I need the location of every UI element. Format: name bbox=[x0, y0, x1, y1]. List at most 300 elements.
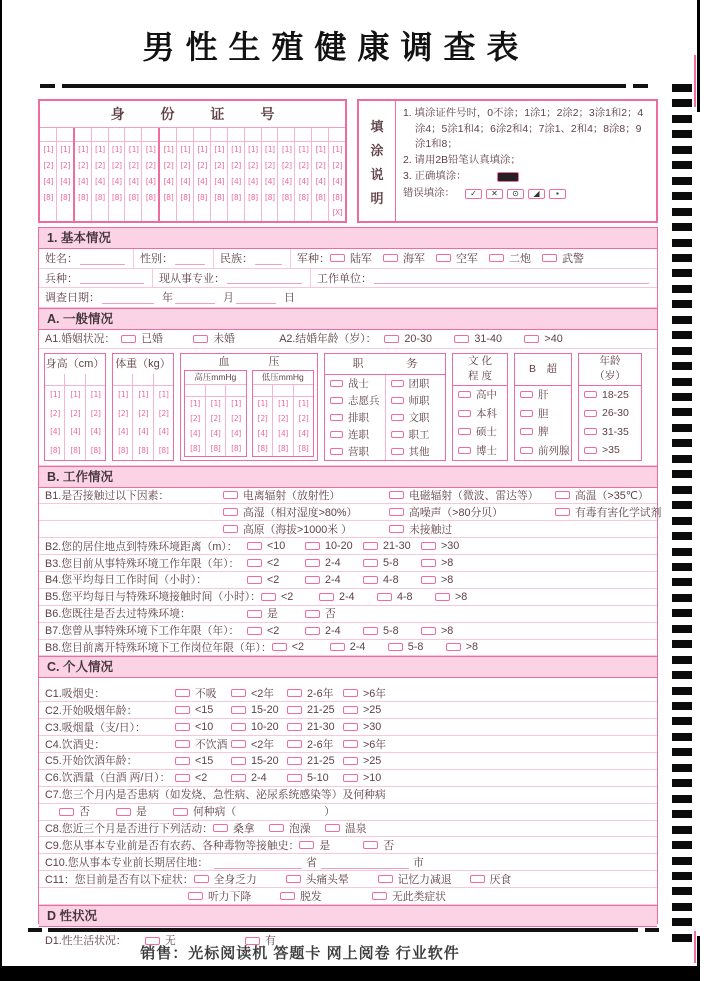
digit-bubble[interactable]: [1] bbox=[157, 390, 170, 400]
digit-bubble[interactable]: [8] bbox=[213, 193, 225, 202]
digit-bubble[interactable]: [2] bbox=[297, 414, 309, 424]
option-checkbox[interactable] bbox=[520, 391, 533, 398]
digit-cell[interactable] bbox=[86, 374, 105, 386]
option-checkbox[interactable] bbox=[377, 593, 392, 601]
option-checkbox[interactable] bbox=[388, 643, 403, 651]
option-checkbox[interactable] bbox=[520, 410, 533, 417]
digit-bubble[interactable]: [4] bbox=[157, 427, 170, 437]
option-checkbox[interactable] bbox=[363, 559, 378, 567]
digit-bubble[interactable]: [4] bbox=[127, 177, 140, 186]
digit-bubble[interactable]: [1] bbox=[280, 145, 293, 154]
option-label: 21-25 bbox=[307, 754, 335, 767]
digit-bubble[interactable]: [8] bbox=[110, 193, 123, 202]
option-checkbox[interactable] bbox=[363, 576, 378, 584]
option-checkbox[interactable] bbox=[458, 410, 471, 417]
option-label: 其他 bbox=[408, 445, 430, 458]
option-checkbox[interactable] bbox=[305, 576, 320, 584]
digit-cell[interactable] bbox=[226, 385, 246, 397]
digit-cell[interactable] bbox=[185, 385, 205, 397]
option-checkbox[interactable] bbox=[343, 757, 358, 765]
id-digit-cell[interactable] bbox=[211, 128, 227, 142]
digit-bubble[interactable]: [4] bbox=[196, 177, 208, 186]
option-checkbox[interactable] bbox=[436, 254, 451, 262]
option-checkbox[interactable] bbox=[389, 491, 404, 499]
digit-bubble[interactable]: [2] bbox=[127, 161, 140, 170]
option-checkbox[interactable] bbox=[343, 723, 358, 731]
option-checkbox[interactable] bbox=[542, 254, 557, 262]
digit-bubble[interactable]: [2] bbox=[189, 414, 201, 424]
digit-bubble[interactable]: [2] bbox=[213, 161, 225, 170]
digit-bubble-x[interactable]: [X] bbox=[331, 208, 343, 217]
form-body bbox=[38, 227, 662, 948]
id-digit-cell[interactable] bbox=[262, 128, 278, 142]
id-digit-cell[interactable] bbox=[40, 128, 56, 142]
option-checkbox[interactable] bbox=[261, 593, 276, 601]
option-checkbox[interactable] bbox=[305, 627, 320, 635]
option-checkbox[interactable] bbox=[175, 757, 190, 765]
option-checkbox[interactable] bbox=[421, 559, 436, 567]
option bbox=[330, 444, 385, 459]
option-checkbox[interactable] bbox=[287, 706, 302, 714]
option-checkbox[interactable] bbox=[470, 875, 485, 883]
digit-bubble[interactable]: [8] bbox=[263, 193, 276, 202]
timing-mark bbox=[672, 455, 692, 463]
digit-bubble[interactable]: [1] bbox=[297, 399, 309, 409]
option-checkbox[interactable] bbox=[299, 841, 314, 849]
digit-bubble[interactable]: [1] bbox=[77, 145, 89, 154]
option-checkbox[interactable] bbox=[330, 643, 345, 651]
digit-bubble[interactable]: [2] bbox=[280, 161, 293, 170]
option-checkbox[interactable] bbox=[175, 774, 190, 782]
digit-cell[interactable] bbox=[65, 374, 84, 386]
fill-blank[interactable] bbox=[175, 291, 215, 304]
id-digit-cell[interactable] bbox=[278, 128, 294, 142]
option-checkbox[interactable] bbox=[213, 824, 228, 832]
digit-cell[interactable] bbox=[45, 374, 64, 386]
option bbox=[363, 625, 421, 637]
digit-bubble[interactable]: [4] bbox=[256, 428, 268, 438]
digit-bubble[interactable]: [1] bbox=[42, 145, 54, 154]
option-label: 本科 bbox=[476, 407, 497, 420]
digit-cell[interactable] bbox=[253, 385, 273, 397]
digit-cell[interactable] bbox=[206, 385, 226, 397]
digit-bubble[interactable]: [2] bbox=[263, 161, 276, 170]
option-checkbox[interactable] bbox=[330, 448, 343, 455]
option-checkbox[interactable] bbox=[223, 508, 238, 516]
option-checkbox[interactable] bbox=[231, 689, 246, 697]
digit-bubble[interactable]: [4] bbox=[137, 427, 149, 437]
digit-bubble[interactable]: [1] bbox=[189, 399, 201, 409]
option-checkbox[interactable] bbox=[175, 740, 190, 748]
id-digit-cell[interactable] bbox=[228, 128, 244, 142]
option-checkbox[interactable] bbox=[454, 335, 469, 343]
digit-bubble[interactable]: [1] bbox=[162, 145, 174, 154]
timing-mark bbox=[672, 300, 692, 308]
digit-bubble[interactable]: [8] bbox=[127, 193, 140, 202]
digit-bubble[interactable]: [2] bbox=[77, 161, 89, 170]
digit-bubble[interactable]: [4] bbox=[297, 428, 309, 438]
digit-bubble[interactable]: [2] bbox=[162, 161, 174, 170]
digit-bubble[interactable]: [1] bbox=[144, 145, 157, 154]
option bbox=[542, 250, 586, 266]
digit-bubble[interactable]: [4] bbox=[189, 428, 201, 438]
id-digit-cell[interactable] bbox=[109, 128, 125, 142]
digit-bubble[interactable]: [8] bbox=[144, 193, 157, 202]
option-checkbox[interactable] bbox=[343, 740, 358, 748]
digit-bubble[interactable]: [4] bbox=[42, 177, 54, 186]
digit-bubble[interactable]: [8] bbox=[256, 443, 268, 453]
option-checkbox[interactable] bbox=[584, 391, 597, 398]
digit-bubble[interactable]: [8] bbox=[93, 193, 106, 202]
digit-bubble[interactable]: [1] bbox=[331, 145, 343, 154]
digit-bubble[interactable]: [1] bbox=[230, 399, 242, 409]
fill-blank[interactable] bbox=[374, 271, 649, 284]
digit-bubble[interactable]: [4] bbox=[89, 427, 102, 437]
option-label: <2 bbox=[267, 624, 280, 637]
option-checkbox[interactable] bbox=[389, 508, 404, 516]
option-checkbox[interactable] bbox=[305, 610, 320, 618]
digit-bubble[interactable]: [4] bbox=[209, 428, 221, 438]
digit-bubble[interactable]: [8] bbox=[230, 193, 242, 202]
digit-bubble[interactable]: [1] bbox=[246, 145, 259, 154]
digit-bubble[interactable]: [4] bbox=[314, 177, 326, 186]
digit-bubble[interactable]: [1] bbox=[48, 390, 61, 400]
option-checkbox[interactable] bbox=[325, 824, 340, 832]
digit-bubble[interactable]: [2] bbox=[59, 161, 71, 170]
digit-bubble[interactable]: [8] bbox=[209, 443, 221, 453]
question-label: B1.是否接触过以下因素： bbox=[45, 489, 170, 502]
option-checkbox[interactable] bbox=[391, 397, 404, 404]
digit-bubble[interactable]: [1] bbox=[179, 145, 191, 154]
option bbox=[175, 721, 231, 733]
digit-bubble[interactable]: [1] bbox=[277, 399, 289, 409]
option-checkbox[interactable] bbox=[372, 892, 387, 900]
digit-bubble[interactable]: [4] bbox=[277, 428, 289, 438]
fill-blank[interactable] bbox=[175, 252, 205, 265]
option-checkbox[interactable] bbox=[116, 808, 131, 816]
digit-bubble[interactable]: [4] bbox=[69, 427, 81, 437]
digit-bubble[interactable]: [2] bbox=[230, 161, 242, 170]
option-checkbox[interactable] bbox=[247, 542, 262, 550]
option-checkbox[interactable] bbox=[524, 335, 539, 343]
digit-bubble[interactable]: [4] bbox=[246, 177, 259, 186]
option-checkbox[interactable] bbox=[194, 875, 209, 883]
option-checkbox[interactable] bbox=[421, 542, 436, 550]
digit-bubble[interactable]: [8] bbox=[157, 445, 170, 455]
digit-bubble[interactable]: [1] bbox=[116, 390, 129, 400]
option-label: <2年 bbox=[251, 738, 275, 751]
digit-bubble[interactable]: [1] bbox=[230, 145, 242, 154]
id-digit-cell[interactable] bbox=[125, 128, 141, 142]
digit-bubble[interactable]: [2] bbox=[69, 408, 81, 418]
digit-bubble[interactable]: [2] bbox=[256, 414, 268, 424]
digit-bubble[interactable]: [2] bbox=[93, 161, 106, 170]
digit-bubble[interactable]: [8] bbox=[196, 193, 208, 202]
fill-blank[interactable] bbox=[102, 291, 154, 304]
digit-bubble[interactable]: [8] bbox=[280, 193, 293, 202]
option bbox=[194, 872, 286, 887]
option-checkbox[interactable] bbox=[555, 491, 570, 499]
option-label: 否 bbox=[383, 839, 395, 852]
fill-blank[interactable] bbox=[214, 856, 302, 869]
digit-bubble[interactable]: [2] bbox=[144, 161, 157, 170]
digit-cell[interactable] bbox=[273, 385, 293, 397]
option-checkbox[interactable] bbox=[389, 525, 404, 533]
option-checkbox[interactable] bbox=[391, 448, 404, 455]
digit-bubble[interactable]: [2] bbox=[42, 161, 54, 170]
digit-bubble[interactable]: [4] bbox=[110, 177, 123, 186]
digit-bubble[interactable]: [8] bbox=[77, 193, 89, 202]
digit-bubble[interactable]: [4] bbox=[331, 177, 343, 186]
digit-bubble[interactable]: [8] bbox=[48, 445, 61, 455]
digit-bubble[interactable]: [8] bbox=[189, 443, 201, 453]
digit-bubble[interactable]: [4] bbox=[230, 428, 242, 438]
bubble-column bbox=[293, 385, 314, 456]
digit-bubble[interactable]: [2] bbox=[246, 161, 259, 170]
option-label: 15-20 bbox=[251, 704, 279, 717]
digit-bubble[interactable]: [1] bbox=[93, 145, 106, 154]
option-checkbox[interactable] bbox=[175, 723, 190, 731]
digit-bubble[interactable]: [1] bbox=[213, 145, 225, 154]
option-checkbox[interactable] bbox=[330, 380, 343, 387]
digit-bubble[interactable]: [4] bbox=[213, 177, 225, 186]
option-checkbox[interactable] bbox=[343, 774, 358, 782]
option-checkbox[interactable] bbox=[330, 414, 343, 421]
digit-bubble[interactable]: [1] bbox=[314, 145, 326, 154]
digit-bubble[interactable]: [2] bbox=[277, 414, 289, 424]
digit-bubble[interactable]: [4] bbox=[230, 177, 242, 186]
option-checkbox[interactable] bbox=[272, 643, 287, 651]
option-checkbox[interactable] bbox=[121, 335, 136, 343]
digit-bubble[interactable]: [8] bbox=[297, 443, 309, 453]
option-checkbox[interactable] bbox=[223, 525, 238, 533]
fill-blank[interactable] bbox=[236, 291, 276, 304]
option-checkbox[interactable] bbox=[175, 689, 190, 697]
option-checkbox[interactable] bbox=[319, 593, 334, 601]
option-checkbox[interactable] bbox=[247, 576, 262, 584]
option-checkbox[interactable] bbox=[391, 431, 404, 438]
digit-bubble[interactable]: [4] bbox=[297, 177, 310, 186]
digit-bubble[interactable]: [4] bbox=[93, 177, 106, 186]
option-checkbox[interactable] bbox=[305, 559, 320, 567]
digit-bubble[interactable]: [8] bbox=[230, 443, 242, 453]
option-checkbox[interactable] bbox=[193, 335, 208, 343]
fill-blank[interactable] bbox=[238, 807, 324, 817]
digit-bubble[interactable]: [4] bbox=[48, 427, 61, 437]
option-checkbox[interactable] bbox=[378, 875, 393, 883]
digit-bubble[interactable]: [2] bbox=[331, 161, 343, 170]
digit-bubble[interactable]: [8] bbox=[116, 445, 129, 455]
option-checkbox[interactable] bbox=[520, 447, 533, 454]
id-digit-cell[interactable] bbox=[177, 128, 193, 142]
digit-bubble[interactable]: [2] bbox=[137, 408, 149, 418]
fill-blank[interactable] bbox=[227, 271, 302, 284]
option-checkbox[interactable] bbox=[287, 757, 302, 765]
option-checkbox[interactable] bbox=[287, 774, 302, 782]
option-checkbox[interactable] bbox=[363, 627, 378, 635]
digit-bubble[interactable]: [2] bbox=[196, 161, 208, 170]
digit-bubble[interactable]: [4] bbox=[59, 177, 71, 186]
option-checkbox[interactable] bbox=[59, 808, 74, 816]
option-checkbox[interactable] bbox=[458, 391, 471, 398]
digit-cell[interactable] bbox=[113, 374, 132, 386]
fill-blank[interactable] bbox=[80, 271, 144, 284]
digit-bubble[interactable]: [2] bbox=[209, 414, 221, 424]
fill-blank[interactable] bbox=[255, 252, 282, 265]
option-checkbox[interactable] bbox=[305, 542, 320, 550]
option-checkbox[interactable] bbox=[231, 757, 246, 765]
digit-bubble[interactable]: [2] bbox=[157, 408, 170, 418]
digit-bubble[interactable]: [1] bbox=[110, 145, 123, 154]
option-label: 2-4 bbox=[325, 573, 341, 586]
digit-cell[interactable] bbox=[294, 385, 314, 397]
digit-bubble[interactable]: [1] bbox=[196, 145, 208, 154]
digit-bubble[interactable]: [1] bbox=[263, 145, 276, 154]
timing-mark bbox=[672, 331, 692, 339]
id-digit-cell[interactable] bbox=[194, 128, 210, 142]
id-column bbox=[109, 128, 126, 221]
option-checkbox[interactable] bbox=[173, 808, 188, 816]
option-checkbox[interactable] bbox=[520, 428, 533, 435]
option-checkbox[interactable] bbox=[555, 508, 570, 516]
id-digit-cell[interactable] bbox=[142, 128, 158, 142]
option-checkbox[interactable] bbox=[384, 335, 399, 343]
digit-bubble[interactable]: [4] bbox=[263, 177, 276, 186]
id-digit-cell[interactable] bbox=[329, 128, 345, 142]
option bbox=[231, 755, 287, 767]
timing-mark bbox=[672, 764, 692, 772]
id-digit-cell[interactable] bbox=[245, 128, 261, 142]
digit-bubble[interactable]: [8] bbox=[42, 193, 54, 202]
option-checkbox[interactable] bbox=[287, 689, 302, 697]
option-checkbox[interactable] bbox=[363, 542, 378, 550]
option-checkbox[interactable] bbox=[584, 447, 597, 454]
option-checkbox[interactable] bbox=[287, 723, 302, 731]
option-checkbox[interactable] bbox=[269, 824, 284, 832]
option-checkbox[interactable] bbox=[391, 414, 404, 421]
option-checkbox[interactable] bbox=[584, 410, 597, 417]
digit-bubble[interactable]: [8] bbox=[297, 193, 310, 202]
option-checkbox[interactable] bbox=[247, 610, 262, 618]
digit-bubble[interactable]: [8] bbox=[137, 445, 149, 455]
wrong-fill-label: 错误填涂： bbox=[403, 188, 455, 200]
id-column bbox=[142, 128, 160, 221]
id-digit-cell[interactable] bbox=[75, 128, 91, 142]
option-checkbox[interactable] bbox=[287, 740, 302, 748]
option-checkbox[interactable] bbox=[231, 706, 246, 714]
digit-cell[interactable] bbox=[133, 374, 152, 386]
option-checkbox[interactable] bbox=[435, 593, 450, 601]
option-checkbox[interactable] bbox=[247, 559, 262, 567]
option-checkbox[interactable] bbox=[223, 491, 238, 499]
digit-bubble[interactable]: [1] bbox=[69, 390, 81, 400]
id-digit-cell[interactable] bbox=[312, 128, 328, 142]
option-checkbox[interactable] bbox=[231, 723, 246, 731]
digit-bubble[interactable]: [2] bbox=[314, 161, 326, 170]
option-checkbox[interactable] bbox=[458, 447, 471, 454]
id-digit-cell[interactable] bbox=[92, 128, 108, 142]
digit-bubble[interactable]: [8] bbox=[69, 445, 81, 455]
digit-bubble[interactable]: [1] bbox=[256, 399, 268, 409]
digit-bubble[interactable]: [8] bbox=[331, 193, 343, 202]
digit-bubble[interactable]: [1] bbox=[137, 390, 149, 400]
option-checkbox[interactable] bbox=[489, 254, 504, 262]
digit-bubble[interactable]: [2] bbox=[110, 161, 123, 170]
digit-bubble[interactable]: [8] bbox=[89, 445, 102, 455]
option-checkbox[interactable] bbox=[330, 397, 343, 404]
option-label: 5-8 bbox=[383, 557, 399, 569]
id-digit-cell[interactable] bbox=[57, 128, 73, 142]
page-right-edge-bottom bbox=[697, 936, 700, 968]
digit-bubble[interactable]: [2] bbox=[179, 161, 191, 170]
option-checkbox[interactable] bbox=[584, 428, 597, 435]
digit-bubble[interactable]: [4] bbox=[116, 427, 129, 437]
digit-bubble[interactable]: [8] bbox=[162, 193, 174, 202]
digit-bubble[interactable]: [8] bbox=[314, 193, 326, 202]
digit-bubble[interactable]: [4] bbox=[280, 177, 293, 186]
option bbox=[330, 427, 385, 442]
option-checkbox[interactable] bbox=[363, 841, 378, 849]
id-digit-cell[interactable] bbox=[295, 128, 311, 142]
digit-bubble[interactable]: [4] bbox=[77, 177, 89, 186]
option-checkbox[interactable] bbox=[446, 643, 461, 651]
digit-bubble[interactable]: [8] bbox=[179, 193, 191, 202]
option-label: 21-25 bbox=[307, 704, 335, 717]
option-checkbox[interactable] bbox=[391, 380, 404, 387]
digit-bubble[interactable]: [4] bbox=[179, 177, 191, 186]
option-checkbox[interactable] bbox=[231, 740, 246, 748]
digit-bubble[interactable]: [2] bbox=[48, 408, 61, 418]
digit-bubble[interactable]: [2] bbox=[116, 408, 129, 418]
digit-bubble[interactable]: [1] bbox=[59, 145, 71, 154]
option-label: 4-8 bbox=[383, 573, 399, 586]
option-checkbox[interactable] bbox=[188, 892, 203, 900]
digit-bubble[interactable]: [1] bbox=[89, 390, 102, 400]
fill-blank[interactable] bbox=[321, 856, 409, 869]
digit-bubble[interactable]: [2] bbox=[89, 408, 102, 418]
digit-bubble[interactable]: [1] bbox=[297, 145, 310, 154]
id-column bbox=[40, 128, 57, 221]
digit-bubble[interactable]: [2] bbox=[230, 414, 242, 424]
option-checkbox[interactable] bbox=[330, 431, 343, 438]
digit-cell[interactable] bbox=[154, 374, 173, 386]
option-checkbox[interactable] bbox=[280, 892, 295, 900]
option-label: <15 bbox=[195, 754, 214, 767]
option-checkbox[interactable] bbox=[330, 254, 345, 262]
option-checkbox[interactable] bbox=[383, 254, 398, 262]
digit-bubble[interactable]: [8] bbox=[277, 443, 289, 453]
option-checkbox[interactable] bbox=[458, 428, 471, 435]
option-checkbox[interactable] bbox=[231, 774, 246, 782]
option-checkbox[interactable] bbox=[286, 875, 301, 883]
option-checkbox[interactable] bbox=[421, 627, 436, 635]
option-checkbox[interactable] bbox=[421, 576, 436, 584]
digit-bubble[interactable]: [2] bbox=[297, 161, 310, 170]
digit-bubble[interactable]: [8] bbox=[246, 193, 259, 202]
timing-mark bbox=[672, 347, 692, 355]
option-checkbox[interactable] bbox=[343, 689, 358, 697]
digit-bubble[interactable]: [4] bbox=[144, 177, 157, 186]
id-digit-cell[interactable] bbox=[160, 128, 176, 142]
option-checkbox[interactable] bbox=[343, 706, 358, 714]
fill-blank[interactable] bbox=[80, 252, 125, 265]
digit-bubble[interactable]: [4] bbox=[162, 177, 174, 186]
option-checkbox[interactable] bbox=[247, 627, 262, 635]
digit-bubble[interactable]: [1] bbox=[127, 145, 140, 154]
digit-bubble[interactable]: [8] bbox=[59, 193, 71, 202]
digit-bubble[interactable]: [1] bbox=[209, 399, 221, 409]
option-checkbox[interactable] bbox=[175, 706, 190, 714]
